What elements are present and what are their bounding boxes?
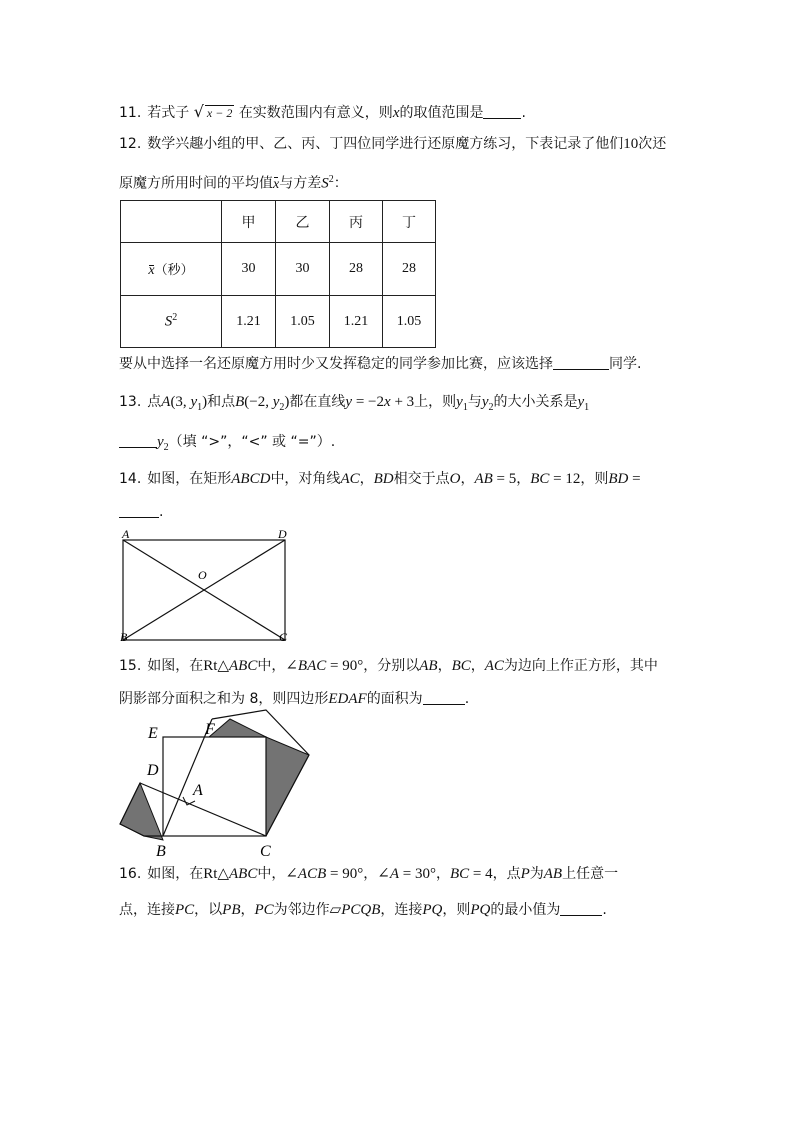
figure-squares-on-triangle bbox=[110, 712, 320, 862]
sqrt-symbol: √ bbox=[193, 102, 204, 121]
question-15-line1: 15. 如图，在Rt△ABC中，∠BAC = 90°，分别以AB，BC，AC为边向上作正方形，其中 bbox=[119, 658, 658, 674]
question-number: 13. bbox=[119, 394, 142, 410]
square-on-bc bbox=[163, 737, 266, 836]
segment-d-c bbox=[140, 783, 266, 836]
table-row: x（秒） 30 30 28 28 bbox=[121, 243, 436, 296]
shaded-region-top bbox=[209, 719, 266, 737]
label-F: F bbox=[205, 721, 215, 738]
answer-blank[interactable] bbox=[423, 689, 465, 705]
answer-blank[interactable] bbox=[483, 103, 521, 119]
question-number: 14. bbox=[119, 471, 142, 487]
question-number: 11. bbox=[119, 105, 142, 121]
answer-blank[interactable] bbox=[119, 502, 159, 518]
answer-blank[interactable] bbox=[553, 354, 609, 370]
label-B: B bbox=[156, 843, 166, 860]
label-B: B bbox=[120, 630, 128, 644]
table-row: $S^2$ 1.21 1.05 1.21 1.05 bbox=[121, 296, 436, 348]
statistics-table bbox=[120, 200, 436, 348]
answer-blank[interactable] bbox=[119, 432, 157, 448]
question-12-prompt: 要从中选择一名还原魔方用时少又发挥稳定的同学参加比赛，应该选择 同学. bbox=[119, 356, 642, 372]
question-11: 11. 若式子 √ x − 2 在实数范围内有意义，则x的取值范围是 . bbox=[119, 102, 526, 121]
label-O: O bbox=[198, 568, 207, 582]
question-13-line2: $y_2$（填 “>”，“<” 或 “=”）. bbox=[119, 432, 335, 458]
figure-rectangle-abcd bbox=[110, 526, 300, 648]
question-13-line1: 13. 点A(3, $y_1$)和点B(−2, $y_2$)都在直线y = −2x + 3上，则$y_1$与$y_2$的大小关系是$y_1$ bbox=[119, 394, 590, 413]
question-14-line1: 14. 如图，在矩形ABCD中，对角线AC，BD相交于点O，AB = 5，BC = 12，则BD = bbox=[119, 471, 641, 487]
question-12-line1: 12. 数学兴趣小组的甲、乙、丙、丁四位同学进行还原魔方练习，下表记录了他们10次还 bbox=[119, 136, 667, 152]
answer-blank[interactable] bbox=[560, 900, 602, 916]
radicand: x − 2 bbox=[206, 106, 233, 120]
question-number: 16. bbox=[119, 866, 142, 882]
row-label-mean: x（秒） bbox=[121, 243, 222, 296]
label-E: E bbox=[148, 725, 158, 742]
label-D: D bbox=[278, 527, 287, 541]
label-C: C bbox=[279, 630, 288, 644]
question-12-line2: 原魔方所用时间的平均值x与方差$S^2$： bbox=[119, 170, 348, 195]
label-D: D bbox=[147, 762, 159, 779]
mean-symbol: x bbox=[273, 175, 279, 195]
question-16-line1: 16. 如图，在Rt△ABC中，∠ACB = 90°，∠A = 30°，BC = 4，点P为AB上任意一 bbox=[119, 866, 619, 882]
question-15-line2: 阴影部分面积之和为 8，则四边形EDAF的面积为 . bbox=[119, 691, 470, 707]
question-14-line2: . bbox=[119, 502, 163, 522]
label-A: A bbox=[193, 782, 203, 799]
shaded-region-right bbox=[266, 737, 309, 836]
question-number: 12. bbox=[119, 136, 142, 152]
label-C: C bbox=[260, 843, 271, 860]
question-16-line2: 点，连接PC，以PB，PC为邻边作▱PCQB，连接PQ，则PQ的最小值为 . bbox=[119, 902, 607, 918]
question-number: 15. bbox=[119, 658, 142, 674]
row-label-variance: $S^2$ bbox=[121, 296, 222, 348]
label-A: A bbox=[122, 527, 130, 541]
table-header-row: 甲 乙 丙 丁 bbox=[121, 201, 436, 243]
